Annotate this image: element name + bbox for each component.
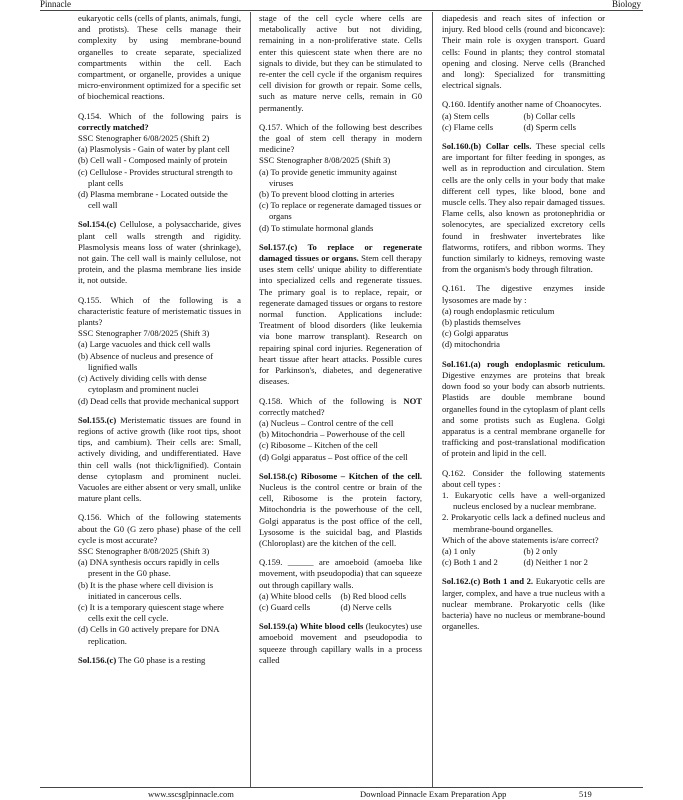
option: (d) Sperm cells [523,121,577,132]
option-row [442,111,605,122]
question-emphasis: correctly matched? [78,121,149,132]
solution-157 [259,242,422,388]
solution-156-continued: stage of the cell cycle where cells are metabolically active but not dividing, remaining in a non-proliferative state. Cells enter this quiescent state when there are no signals to divide, but they can be stimulated to re-enter the cell cycle if the organism requires cell division for growth or repair. Some cells, such as mature nerve cells, remain in G0 permanently. [259,13,422,113]
option: (d) To stimulate hormonal glands [259,222,374,233]
option-row [442,122,605,133]
option: (b) 2 only [523,545,558,556]
column-2 [259,13,422,785]
option: (a) White blood cells [259,590,332,601]
option: (b) Absence of nucleus and presence of lignified walls [78,350,214,372]
question-159 [259,557,422,613]
question-text: Q.161. The digestive enzymes inside lysosomes are made by : [442,283,605,305]
question-160 [442,99,605,133]
option: (a) Nucleus – Control centre of the cell [259,417,394,428]
statement: 2. Prokaryotic cells lack a defined nucleus and membrane-bound organelles. [442,512,605,534]
question-text: Q.162. Consider the following statements about cell types : [442,467,605,489]
question-text: Q.155. Which of the following is a characteristic feature of meristematic tissues in plants? [78,294,241,328]
solution-text: Cellulose, a polysaccharide, gives plant cell walls strength and rigidity. Plasmolysis means loss of water (shrinkage), not gain. The cell wall is mainly cellulose, not protein, and the plasma membrane lies inside it, not outside. [78,219,241,286]
option: (d) Golgi apparatus – Post office of the cell [259,451,408,462]
question-161 [442,283,605,350]
question-text: Q.154. Which of the following pairs is [78,110,241,121]
question-text: Q.159. ______ are amoeboid (amoeba like movement, with pseudopodia) that can squeeze out through capillary walls. [259,557,422,590]
solution-162 [442,576,605,632]
solution-label: Sol.158.(c) Ribosome – Kitchen of the cell. [259,470,422,481]
option: (c) To replace or regenerate damaged tissues or organs [259,200,422,222]
header-rule [40,10,643,11]
option: (c) Guard cells [259,601,311,612]
solution-label: Sol.156.(c) [78,654,117,665]
question-157 [259,122,422,234]
question-text: Q.156. Which of the following statements about the G0 (G zero phase) phase of the cell cycle is most accurate? [78,512,241,545]
solution-label: Sol.161.(a) rough endoplasmic reticulum. [442,358,605,369]
question-text-tail: correctly matched? [259,406,325,417]
solution-159-continued: diapedesis and reach sites of infection or injury. Red blood cells (round and biconcave): Their main role is oxygen transport. Guard cells: Found in plants; they control stomatal opening and closing. Nerve cells (Branched and long): Specialized for transmitting electrical signals. [442,13,605,91]
column-divider [432,12,433,787]
question-162 [442,468,605,569]
question-156 [78,512,241,646]
option: (b) plastids themselves [442,317,521,328]
option: (d) Dead cells that provide mechanical support [78,395,239,406]
solution-text: Nucleus is the control centre or brain of the cell, Ribosome is the protein factory, Mitochondria is the powerhouse of the cell, Golgi apparatus is the post office of the cell, Lysosome is the suicidal bag, and Plastids (Chloroplast) are the kitchen of the cell. [259,481,422,548]
option: (c) Actively dividing cells with dense cytoplasm and prominent nuclei [78,373,207,395]
option: (c) Ribosome – Kitchen of the cell [259,440,378,451]
option: (a) To provide genetic immunity against viruses [259,166,397,188]
solution-text: (leukocytes) use amoeboid movement and pseudopodia to squeeze through capillary walls in a process called [259,621,422,665]
footer-rule [40,787,643,788]
question-155 [78,295,241,407]
option: (c) Golgi apparatus [442,328,509,339]
page-footer [0,789,683,799]
solution-text: The G0 phase is a resting [116,654,206,665]
option: (b) Red blood cells [340,590,407,601]
header-brand: Pinnacle [40,0,71,9]
solution-label: Sol.157.(c) To replace or regenerate damaged tissues or organs. [259,241,422,264]
question-emphasis: NOT [403,395,422,406]
solution-161 [442,359,605,460]
solution-label: Sol.160.(b) Collar cells. [442,141,532,152]
header-subject: Biology [611,0,641,9]
question-text: Q.160. Identify another name of Choanocytes. [442,99,602,110]
option-row [259,602,422,613]
option-row [259,591,422,602]
solution-label: Sol.155.(c) [78,414,117,425]
question-154 [78,111,241,212]
option: (c) It is a temporary quiescent stage where cells exit the cell cycle. [78,601,224,624]
page-header [0,0,683,9]
solution-label: Sol.162.(c) Both 1 and 2. [442,576,534,587]
column-3 [442,13,605,785]
option: (b) Mitochondria – Powerhouse of the cell [259,429,406,440]
solution-154 [78,219,241,286]
option: (d) Cells in G0 actively prepare for DNA replication. [78,624,220,646]
solution-158 [259,471,422,549]
option: (a) rough endoplasmic reticulum [442,305,555,316]
option-row [442,557,605,568]
option: (c) Cellulose - Provides structural strength to plant cells [78,166,233,188]
solution-160 [442,141,605,275]
statement: 1. Eukaryotic cells have a well-organized nucleus enclosed by a nuclear membrane. [442,489,605,512]
option: (a) DNA synthesis occurs rapidly in cells present in the G0 phase. [78,557,220,579]
question-source: SSC Stenographer 6/08/2025 (Shift 2) [78,133,210,144]
question-ask: Which of the above statements is/are correct? [442,534,599,545]
option: (d) Neither 1 nor 2 [523,557,588,568]
page-number: 519 [579,789,592,799]
question-source: SSC Stenographer 8/08/2025 (Shift 3) [259,155,391,166]
solution-155 [78,415,241,505]
option: (a) Plasmolysis - Gain of water by plant cell [78,144,230,155]
option: (b) To prevent blood clotting in arteries [259,189,395,200]
solution-156 [78,655,241,666]
solution-text: Stem cell therapy uses stem cells' unique ability to differentiate into specialized cells and regenerate tissues. The primary goal is to replace, repair, or regenerate damaged tissues or organs to restore normal function. Applications include: Treatment of blood disorders (like leukemia via bone marrow transplant). Research on repairing spinal cord injuries. Regeneration of heart tissue after heart attacks. Possible cures for Parkinson's, diabetes, and degenerative diseases. [259,253,422,387]
column-1 [78,13,241,785]
option: (c) Both 1 and 2 [442,557,498,568]
intro-paragraph: eukaryotic cells (cells of plants, animals, fungi, and protists). These cells manage their complexity by using membrane-bound organelles to create separate, specialized compartments within the cell. Each compartment, or organelle, provides a unique micro-environment optimized for a specific set of biochemical reactions. [78,13,241,102]
solution-text: These special cells are important for filter feeding in sponges, as well as in reproduction and circulation. Stem cells are the only cells in your body that make different cell types, like blood, bone and muscle cells. They also repair damaged tissues. Flame cells, also known as protonephridia or solenocytes, are specialized excretory cells found in freshwater invertebrates like flatworms, rotifers, and ribbon worms. They function similarly to kidneys, removing waste from the organism's body through filtration. [442,141,605,275]
question-text: Q.158. Which of the following is [259,395,404,406]
option: (d) mitochondria [442,339,500,350]
option: (b) Cell wall - Composed mainly of protein [78,155,228,166]
question-source: SSC Stenographer 8/08/2025 (Shift 3) [78,545,210,556]
option: (c) Flame cells [442,121,494,132]
option: (b) Collar cells [523,110,576,121]
solution-label: Sol.159.(a) White blood cells [259,621,364,632]
option: (a) Stem cells [442,110,490,121]
option: (d) Plasma membrane - Located outside the cell wall [78,189,228,211]
option: (a) 1 only [442,545,476,556]
question-158 [259,396,422,463]
solution-text: Meristematic tissues are found in regions of active growth (like root tips, shoot tips, and cambium). Their cells are: Small, actively dividing, and undifferentiated. Have thin cell walls (not thick/lignified). Contain dense cytoplasm and prominent nuclei. Vacuoles are either absent or very small, unlike mature plant cells. [78,414,241,504]
solution-159 [259,621,422,666]
solution-text: Digestive enzymes are proteins that break down food so your body can absorb nutrients. Plastids are double membrane bound organelles found in the cytoplasm of plant cells and some protists such as Euglena. Golgi apparatus is a central membrane organelle for trafficking and post-translational modification of protein and lipid in the cell. [442,369,605,459]
solution-text: Eukaryotic cells are larger, complex, and have a true nucleus with a nuclear membrane. Prokaryotic cells (like bacteria) have no nucleus or membrane-bound organelles. [442,576,605,632]
option: (b) It is the phase where cell division is initiated in cancerous cells. [78,579,214,601]
footer-website-link[interactable]: www.sscsglpinnacle.com [148,789,234,799]
question-text: Q.157. Which of the following best describes the goal of stem cell therapy in modern medicine? [259,121,422,155]
option: (d) Nerve cells [340,601,392,612]
option-row [442,546,605,557]
column-divider [250,12,251,787]
footer-app-promo: Download Pinnacle Exam Preparation App [360,789,507,799]
question-source: SSC Stenographer 7/08/2025 (Shift 3) [78,328,210,339]
solution-label: Sol.154.(c) [78,219,117,230]
option: (a) Large vacuoles and thick cell walls [78,339,211,350]
